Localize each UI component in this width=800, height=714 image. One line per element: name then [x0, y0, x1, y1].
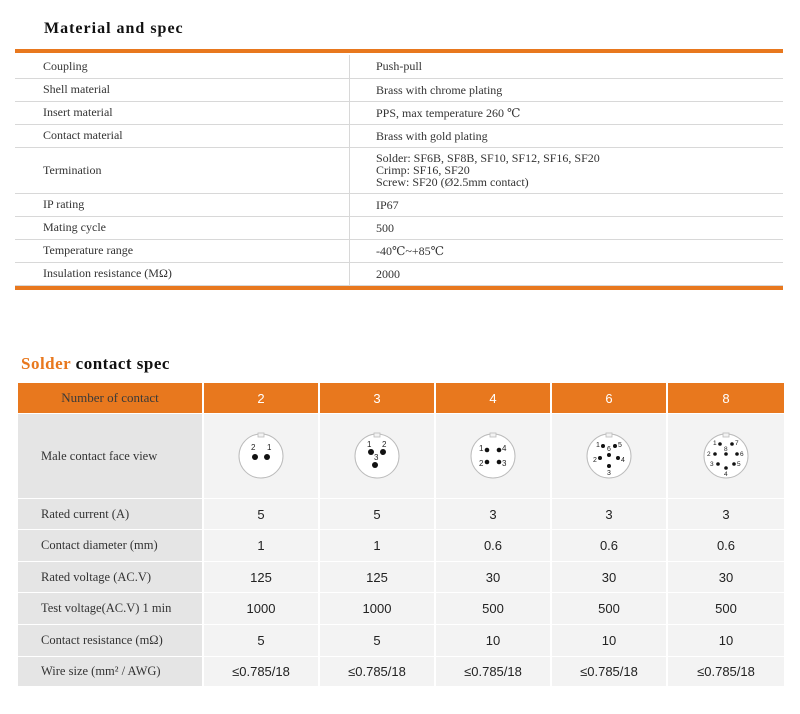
pin-dot: [497, 460, 502, 465]
cell-value: 3: [668, 499, 784, 529]
spec-label: Contact material: [15, 124, 350, 147]
pin-dot: [252, 454, 258, 460]
cell-value: 30: [436, 562, 550, 592]
cell-value: 500: [552, 593, 666, 624]
spec-value-line: 500: [376, 220, 394, 235]
pin-dot: [485, 460, 490, 465]
pin-dot: [601, 444, 605, 448]
pin-number: 1: [479, 444, 484, 453]
connector-4pin-icon: [468, 431, 518, 481]
spec-value-line: -40℃~+85℃: [376, 243, 445, 258]
row-label-rated-voltage: Rated voltage (AC.V): [18, 562, 202, 592]
row-label-test-voltage: Test voltage(AC.V) 1 min: [18, 593, 202, 624]
pin-dot: [716, 462, 720, 466]
pin-dot: [735, 452, 739, 456]
cell-value: ≤0.785/18: [668, 657, 784, 686]
cell-value: 500: [668, 593, 784, 624]
pin-number: 5: [618, 442, 622, 449]
spec-value-line: IP67: [376, 197, 399, 212]
connector-8pin-icon: [701, 431, 751, 481]
pin-number: 4: [502, 444, 507, 453]
face-view-2: [204, 414, 318, 498]
spec-label: Insert material: [15, 101, 350, 124]
pin-number: 1: [367, 440, 372, 449]
pin-number: 3: [502, 459, 507, 468]
cell-value: 5: [204, 499, 318, 529]
pin-dot: [598, 456, 602, 460]
pin-number: 2: [707, 451, 711, 458]
cell-value: 30: [668, 562, 784, 592]
solder-spec-table: [18, 383, 782, 677]
pin-number: 4: [621, 457, 625, 464]
cell-value: 5: [320, 625, 434, 656]
pin-number: 6: [607, 446, 611, 453]
spec-value: [350, 78, 784, 101]
spec-row-termination: [15, 147, 783, 193]
header-contact-8: 8: [668, 383, 784, 413]
pin-dot: [724, 466, 728, 470]
pin-number: 2: [479, 459, 484, 468]
face-view-8: [668, 414, 784, 498]
cell-value: 0.6: [668, 530, 784, 561]
cell-value: 1: [320, 530, 434, 561]
spec-label: Mating cycle: [15, 216, 350, 239]
pin-dot: [616, 456, 620, 460]
pin-dot: [607, 453, 611, 457]
spec-row-ip: [15, 193, 783, 216]
cell-value: 0.6: [436, 530, 550, 561]
pin-number: 1: [713, 440, 717, 447]
spec-value-line: Solder: SF6B, SF8B, SF10, SF12, SF16, SF20: [376, 151, 600, 165]
spec-label: IP rating: [15, 193, 350, 216]
pin-dot: [718, 442, 722, 446]
cell-value: 0.6: [552, 530, 666, 561]
spec-label: Termination: [15, 147, 350, 193]
top-divider: [15, 49, 783, 53]
header-contact-2: 2: [204, 383, 318, 413]
face-view-6: [552, 414, 666, 498]
pin-dot: [730, 442, 734, 446]
solder-title-rest: contact spec: [70, 354, 170, 373]
cell-value: 1000: [320, 593, 434, 624]
pin-dot: [380, 449, 386, 455]
spec-row-temperature: [15, 239, 783, 262]
pin-number: 1: [267, 443, 272, 452]
spec-value-line: Screw: SF20 (Ø2.5mm contact): [376, 175, 529, 189]
pin-dot: [613, 444, 617, 448]
spec-value: [350, 101, 784, 124]
spec-value-line: Crimp: SF16, SF20: [376, 163, 470, 177]
spec-label: Shell material: [15, 78, 350, 101]
row-label-wire-size: Wire size (mm² / AWG): [18, 657, 202, 686]
spec-row-insulation: [15, 262, 783, 285]
cell-value: ≤0.785/18: [436, 657, 550, 686]
spec-value: [350, 124, 784, 147]
spec-value-line: PPS, max temperature 260 ℃: [376, 105, 521, 120]
pin-number: 3: [374, 453, 379, 462]
solder-spec-title: [21, 354, 170, 374]
pin-dot: [497, 448, 502, 453]
row-label-contact-resistance: Contact resistance (mΩ): [18, 625, 202, 656]
cell-value: ≤0.785/18: [552, 657, 666, 686]
cell-value: 125: [204, 562, 318, 592]
pin-number: 1: [596, 442, 600, 449]
spec-value: [350, 147, 784, 193]
spec-value-line: Brass with chrome plating: [376, 82, 503, 97]
cell-value: ≤0.785/18: [204, 657, 318, 686]
pin-number: 7: [735, 440, 739, 447]
cell-value: 3: [436, 499, 550, 529]
spec-value: [350, 262, 784, 285]
face-view-4: [436, 414, 550, 498]
pin-number: 2: [251, 443, 256, 452]
cell-value: 1000: [204, 593, 318, 624]
cell-value: 10: [436, 625, 550, 656]
bottom-divider: [15, 286, 783, 290]
spec-value: [350, 193, 784, 216]
pin-number: 8: [724, 446, 728, 453]
pin-number: 2: [382, 440, 387, 449]
cell-value: 3: [552, 499, 666, 529]
row-label-rated-current: Rated current (A): [18, 499, 202, 529]
pin-dot: [713, 452, 717, 456]
pin-number: 5: [737, 461, 741, 468]
header-contact-4: 4: [436, 383, 550, 413]
spec-value-line: Push-pull: [376, 59, 423, 74]
cell-value: ≤0.785/18: [320, 657, 434, 686]
pin-dot: [485, 448, 490, 453]
pin-number: 3: [710, 461, 714, 468]
spec-label: Coupling: [15, 55, 350, 78]
material-spec-title: Material and spec: [44, 20, 184, 37]
header-number-of-contact: Number of contact: [18, 383, 202, 413]
spec-row-insert: [15, 101, 783, 124]
row-label-contact-diameter: Contact diameter (mm): [18, 530, 202, 561]
pin-number: 2: [593, 457, 597, 464]
spec-value: [350, 216, 784, 239]
spec-row-coupling: [15, 55, 783, 78]
spec-label: Temperature range: [15, 239, 350, 262]
header-contact-3: 3: [320, 383, 434, 413]
pin-dot: [607, 464, 611, 468]
spec-value: [350, 55, 784, 78]
cell-value: 125: [320, 562, 434, 592]
spec-value-line: Brass with gold plating: [376, 128, 488, 143]
pin-dot: [732, 462, 736, 466]
connector-2pin-icon: [236, 431, 286, 481]
row-label-face-view: Male contact face view: [18, 414, 202, 498]
connector-6pin-icon: [584, 431, 634, 481]
cell-value: 500: [436, 593, 550, 624]
header-contact-6: 6: [552, 383, 666, 413]
solder-title-highlight: Solder: [21, 354, 71, 373]
pin-number: 3: [607, 470, 611, 477]
pin-number: 6: [740, 451, 744, 458]
cell-value: 5: [204, 625, 318, 656]
spec-row-shell: [15, 78, 783, 101]
spec-row-mating: [15, 216, 783, 239]
pin-number: 4: [724, 471, 728, 478]
cell-value: 1: [204, 530, 318, 561]
material-spec-table: [15, 55, 783, 286]
spec-value: [350, 239, 784, 262]
pin-dot: [372, 462, 378, 468]
pin-dot: [264, 454, 270, 460]
spec-label: Insulation resistance (MΩ): [15, 262, 350, 285]
spec-value-line: 2000: [376, 266, 400, 281]
cell-value: 10: [668, 625, 784, 656]
spec-row-contact: [15, 124, 783, 147]
cell-value: 30: [552, 562, 666, 592]
connector-3pin-icon: [352, 431, 402, 481]
cell-value: 10: [552, 625, 666, 656]
cell-value: 5: [320, 499, 434, 529]
face-view-3: [320, 414, 434, 498]
